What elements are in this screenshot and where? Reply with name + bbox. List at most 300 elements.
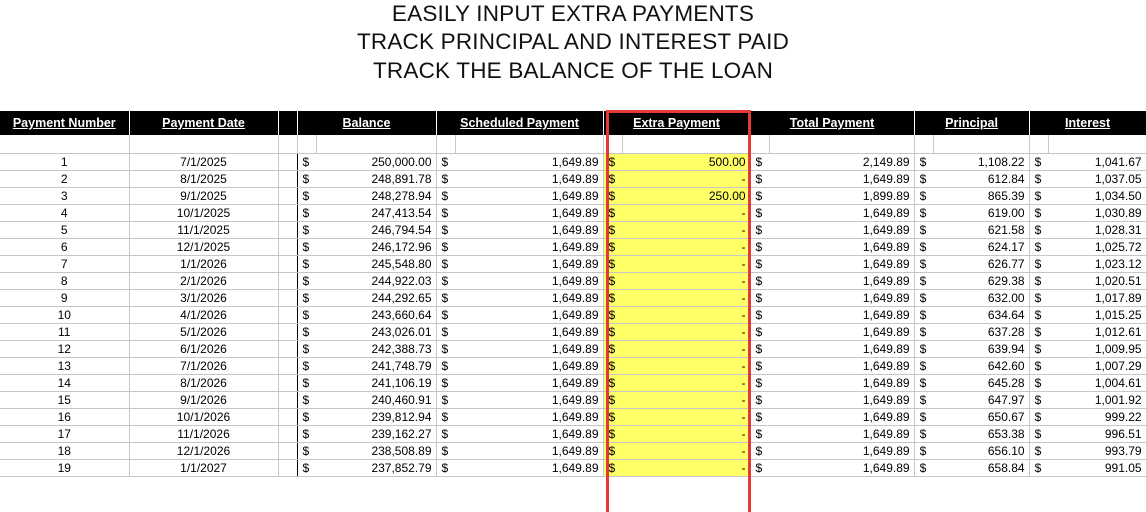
total-currency-cell[interactable]: $ (750, 238, 769, 255)
total-currency-cell[interactable]: $ (750, 187, 769, 204)
principal-currency-cell[interactable]: $ (914, 391, 933, 408)
balance-cell[interactable]: 243,660.64 (316, 306, 436, 323)
total-payment-cell[interactable]: 1,649.89 (769, 272, 914, 289)
scheduled-payment-cell[interactable]: 1,649.89 (455, 187, 603, 204)
principal-cell[interactable]: 632.00 (933, 289, 1029, 306)
total-payment-cell[interactable]: 2,149.89 (769, 153, 914, 170)
scheduled-currency-cell[interactable]: $ (436, 425, 455, 442)
principal-currency-cell[interactable]: $ (914, 255, 933, 272)
extra-payment-input[interactable]: - (622, 272, 750, 289)
gap-cell[interactable] (278, 289, 297, 306)
principal-cell[interactable]: 634.64 (933, 306, 1029, 323)
scheduled-payment-cell[interactable]: 1,649.89 (455, 323, 603, 340)
total-currency-cell[interactable]: $ (750, 459, 769, 476)
header-total-payment[interactable]: Total Payment (750, 111, 914, 135)
principal-currency-cell[interactable]: $ (914, 187, 933, 204)
principal-cell[interactable]: 642.60 (933, 357, 1029, 374)
balance-currency-cell[interactable]: $ (297, 425, 316, 442)
payment-date-cell[interactable]: 10/1/2026 (129, 408, 278, 425)
scheduled-payment-cell[interactable]: 1,649.89 (455, 306, 603, 323)
balance-currency-cell[interactable]: $ (297, 459, 316, 476)
balance-cell[interactable]: 241,106.19 (316, 374, 436, 391)
payment-date-cell[interactable]: 1/1/2027 (129, 459, 278, 476)
scheduled-currency-cell[interactable]: $ (436, 238, 455, 255)
principal-currency-cell[interactable]: $ (914, 289, 933, 306)
scheduled-payment-cell[interactable]: 1,649.89 (455, 289, 603, 306)
total-currency-cell[interactable]: $ (750, 442, 769, 459)
header-payment-number[interactable]: Payment Number (0, 111, 129, 135)
balance-cell[interactable]: 250,000.00 (316, 153, 436, 170)
interest-currency-cell[interactable]: $ (1029, 238, 1048, 255)
interest-cell[interactable]: 1,012.61 (1048, 323, 1146, 340)
principal-cell[interactable]: 626.77 (933, 255, 1029, 272)
extra-payment-input[interactable]: - (622, 459, 750, 476)
cell[interactable] (316, 135, 436, 153)
scheduled-currency-cell[interactable]: $ (436, 357, 455, 374)
payment-number-cell[interactable]: 1 (0, 153, 129, 170)
cell[interactable] (1048, 135, 1146, 153)
scheduled-currency-cell[interactable]: $ (436, 289, 455, 306)
extra-payment-input[interactable]: - (622, 289, 750, 306)
principal-currency-cell[interactable]: $ (914, 374, 933, 391)
interest-cell[interactable]: 1,004.61 (1048, 374, 1146, 391)
gap-cell[interactable] (278, 170, 297, 187)
payment-date-cell[interactable]: 12/1/2025 (129, 238, 278, 255)
balance-currency-cell[interactable]: $ (297, 221, 316, 238)
interest-cell[interactable]: 1,025.72 (1048, 238, 1146, 255)
extra-currency-cell[interactable]: $ (603, 357, 622, 374)
gap-cell[interactable] (278, 340, 297, 357)
extra-currency-cell[interactable]: $ (603, 170, 622, 187)
balance-cell[interactable]: 245,548.80 (316, 255, 436, 272)
extra-currency-cell[interactable]: $ (603, 221, 622, 238)
gap-cell[interactable] (278, 442, 297, 459)
interest-currency-cell[interactable]: $ (1029, 425, 1048, 442)
extra-currency-cell[interactable]: $ (603, 391, 622, 408)
principal-currency-cell[interactable]: $ (914, 442, 933, 459)
interest-cell[interactable]: 996.51 (1048, 425, 1146, 442)
balance-currency-cell[interactable]: $ (297, 238, 316, 255)
cell[interactable] (769, 135, 914, 153)
balance-cell[interactable]: 242,388.73 (316, 340, 436, 357)
scheduled-currency-cell[interactable]: $ (436, 187, 455, 204)
cell[interactable] (914, 135, 933, 153)
principal-cell[interactable]: 619.00 (933, 204, 1029, 221)
balance-currency-cell[interactable]: $ (297, 442, 316, 459)
payment-number-cell[interactable]: 4 (0, 204, 129, 221)
total-currency-cell[interactable]: $ (750, 170, 769, 187)
payment-date-cell[interactable]: 1/1/2026 (129, 255, 278, 272)
principal-cell[interactable]: 624.17 (933, 238, 1029, 255)
extra-currency-cell[interactable]: $ (603, 187, 622, 204)
balance-cell[interactable]: 247,413.54 (316, 204, 436, 221)
extra-currency-cell[interactable]: $ (603, 374, 622, 391)
balance-cell[interactable]: 248,891.78 (316, 170, 436, 187)
payment-date-cell[interactable]: 9/1/2025 (129, 187, 278, 204)
payment-number-cell[interactable]: 12 (0, 340, 129, 357)
total-payment-cell[interactable]: 1,649.89 (769, 255, 914, 272)
scheduled-payment-cell[interactable]: 1,649.89 (455, 238, 603, 255)
total-payment-cell[interactable]: 1,649.89 (769, 323, 914, 340)
total-currency-cell[interactable]: $ (750, 306, 769, 323)
scheduled-currency-cell[interactable]: $ (436, 340, 455, 357)
interest-currency-cell[interactable]: $ (1029, 170, 1048, 187)
principal-currency-cell[interactable]: $ (914, 170, 933, 187)
interest-cell[interactable]: 1,015.25 (1048, 306, 1146, 323)
total-payment-cell[interactable]: 1,649.89 (769, 238, 914, 255)
extra-currency-cell[interactable]: $ (603, 204, 622, 221)
total-currency-cell[interactable]: $ (750, 357, 769, 374)
total-currency-cell[interactable]: $ (750, 221, 769, 238)
total-payment-cell[interactable]: 1,649.89 (769, 204, 914, 221)
principal-cell[interactable]: 629.38 (933, 272, 1029, 289)
interest-cell[interactable]: 1,037.05 (1048, 170, 1146, 187)
payment-date-cell[interactable]: 7/1/2026 (129, 357, 278, 374)
header-extra-payment[interactable]: Extra Payment (603, 111, 750, 135)
payment-date-cell[interactable]: 7/1/2025 (129, 153, 278, 170)
scheduled-currency-cell[interactable]: $ (436, 459, 455, 476)
interest-cell[interactable]: 1,017.89 (1048, 289, 1146, 306)
interest-currency-cell[interactable]: $ (1029, 323, 1048, 340)
principal-cell[interactable]: 639.94 (933, 340, 1029, 357)
extra-payment-input[interactable]: - (622, 391, 750, 408)
payment-date-cell[interactable]: 4/1/2026 (129, 306, 278, 323)
interest-currency-cell[interactable]: $ (1029, 255, 1048, 272)
scheduled-payment-cell[interactable]: 1,649.89 (455, 221, 603, 238)
payment-date-cell[interactable]: 5/1/2026 (129, 323, 278, 340)
gap-cell[interactable] (278, 272, 297, 289)
interest-currency-cell[interactable]: $ (1029, 357, 1048, 374)
balance-currency-cell[interactable]: $ (297, 255, 316, 272)
interest-currency-cell[interactable]: $ (1029, 391, 1048, 408)
gap-cell[interactable] (278, 374, 297, 391)
principal-currency-cell[interactable]: $ (914, 323, 933, 340)
extra-payment-input[interactable]: - (622, 374, 750, 391)
balance-cell[interactable]: 243,026.01 (316, 323, 436, 340)
gap-cell[interactable] (278, 391, 297, 408)
payment-number-cell[interactable]: 17 (0, 425, 129, 442)
gap-cell[interactable] (278, 238, 297, 255)
principal-currency-cell[interactable]: $ (914, 357, 933, 374)
payment-number-cell[interactable]: 9 (0, 289, 129, 306)
cell[interactable] (129, 135, 278, 153)
scheduled-currency-cell[interactable]: $ (436, 323, 455, 340)
total-payment-cell[interactable]: 1,649.89 (769, 306, 914, 323)
balance-currency-cell[interactable]: $ (297, 391, 316, 408)
balance-currency-cell[interactable]: $ (297, 153, 316, 170)
total-payment-cell[interactable]: 1,649.89 (769, 391, 914, 408)
payment-date-cell[interactable]: 3/1/2026 (129, 289, 278, 306)
cell[interactable] (278, 135, 297, 153)
total-payment-cell[interactable]: 1,649.89 (769, 408, 914, 425)
scheduled-payment-cell[interactable]: 1,649.89 (455, 408, 603, 425)
cell[interactable] (933, 135, 1029, 153)
extra-currency-cell[interactable]: $ (603, 323, 622, 340)
principal-cell[interactable]: 612.84 (933, 170, 1029, 187)
interest-currency-cell[interactable]: $ (1029, 187, 1048, 204)
balance-currency-cell[interactable]: $ (297, 357, 316, 374)
balance-cell[interactable]: 237,852.79 (316, 459, 436, 476)
gap-cell[interactable] (278, 459, 297, 476)
extra-payment-input[interactable]: - (622, 238, 750, 255)
interest-cell[interactable]: 1,023.12 (1048, 255, 1146, 272)
total-payment-cell[interactable]: 1,899.89 (769, 187, 914, 204)
extra-payment-input[interactable]: - (622, 408, 750, 425)
interest-currency-cell[interactable]: $ (1029, 442, 1048, 459)
scheduled-payment-cell[interactable]: 1,649.89 (455, 153, 603, 170)
extra-payment-input[interactable]: - (622, 340, 750, 357)
scheduled-payment-cell[interactable]: 1,649.89 (455, 425, 603, 442)
interest-cell[interactable]: 991.05 (1048, 459, 1146, 476)
extra-payment-input[interactable]: - (622, 204, 750, 221)
balance-cell[interactable]: 239,162.27 (316, 425, 436, 442)
interest-currency-cell[interactable]: $ (1029, 289, 1048, 306)
payment-date-cell[interactable]: 6/1/2026 (129, 340, 278, 357)
cell[interactable] (297, 135, 316, 153)
extra-payment-input[interactable]: - (622, 306, 750, 323)
principal-currency-cell[interactable]: $ (914, 272, 933, 289)
principal-cell[interactable]: 650.67 (933, 408, 1029, 425)
cell[interactable] (622, 135, 750, 153)
header-scheduled-payment[interactable]: Scheduled Payment (436, 111, 603, 135)
interest-cell[interactable]: 1,009.95 (1048, 340, 1146, 357)
payment-number-cell[interactable]: 6 (0, 238, 129, 255)
scheduled-currency-cell[interactable]: $ (436, 391, 455, 408)
scheduled-payment-cell[interactable]: 1,649.89 (455, 170, 603, 187)
scheduled-currency-cell[interactable]: $ (436, 374, 455, 391)
gap-cell[interactable] (278, 187, 297, 204)
scheduled-currency-cell[interactable]: $ (436, 306, 455, 323)
scheduled-currency-cell[interactable]: $ (436, 272, 455, 289)
balance-currency-cell[interactable]: $ (297, 272, 316, 289)
total-payment-cell[interactable]: 1,649.89 (769, 425, 914, 442)
interest-cell[interactable]: 1,020.51 (1048, 272, 1146, 289)
principal-currency-cell[interactable]: $ (914, 153, 933, 170)
extra-currency-cell[interactable]: $ (603, 153, 622, 170)
balance-cell[interactable]: 246,172.96 (316, 238, 436, 255)
interest-cell[interactable]: 999.22 (1048, 408, 1146, 425)
total-payment-cell[interactable]: 1,649.89 (769, 170, 914, 187)
scheduled-payment-cell[interactable]: 1,649.89 (455, 204, 603, 221)
total-currency-cell[interactable]: $ (750, 272, 769, 289)
interest-currency-cell[interactable]: $ (1029, 272, 1048, 289)
payment-date-cell[interactable]: 12/1/2026 (129, 442, 278, 459)
gap-cell[interactable] (278, 408, 297, 425)
extra-currency-cell[interactable]: $ (603, 255, 622, 272)
total-payment-cell[interactable]: 1,649.89 (769, 289, 914, 306)
extra-payment-input[interactable]: - (622, 442, 750, 459)
balance-currency-cell[interactable]: $ (297, 323, 316, 340)
balance-cell[interactable]: 239,812.94 (316, 408, 436, 425)
principal-cell[interactable]: 658.84 (933, 459, 1029, 476)
extra-currency-cell[interactable]: $ (603, 442, 622, 459)
cell[interactable] (1029, 135, 1048, 153)
interest-currency-cell[interactable]: $ (1029, 408, 1048, 425)
balance-cell[interactable]: 244,922.03 (316, 272, 436, 289)
balance-cell[interactable]: 238,508.89 (316, 442, 436, 459)
total-currency-cell[interactable]: $ (750, 408, 769, 425)
payment-date-cell[interactable]: 8/1/2025 (129, 170, 278, 187)
extra-currency-cell[interactable]: $ (603, 238, 622, 255)
cell[interactable] (0, 135, 129, 153)
gap-cell[interactable] (278, 221, 297, 238)
balance-currency-cell[interactable]: $ (297, 374, 316, 391)
extra-currency-cell[interactable]: $ (603, 459, 622, 476)
scheduled-currency-cell[interactable]: $ (436, 153, 455, 170)
interest-cell[interactable]: 1,041.67 (1048, 153, 1146, 170)
scheduled-payment-cell[interactable]: 1,649.89 (455, 272, 603, 289)
payment-number-cell[interactable]: 15 (0, 391, 129, 408)
balance-cell[interactable]: 246,794.54 (316, 221, 436, 238)
payment-number-cell[interactable]: 10 (0, 306, 129, 323)
total-payment-cell[interactable]: 1,649.89 (769, 374, 914, 391)
gap-cell[interactable] (278, 255, 297, 272)
extra-currency-cell[interactable]: $ (603, 306, 622, 323)
interest-cell[interactable]: 1,028.31 (1048, 221, 1146, 238)
total-currency-cell[interactable]: $ (750, 425, 769, 442)
header-balance[interactable]: Balance (297, 111, 436, 135)
scheduled-currency-cell[interactable]: $ (436, 221, 455, 238)
interest-cell[interactable]: 1,001.92 (1048, 391, 1146, 408)
scheduled-payment-cell[interactable]: 1,649.89 (455, 442, 603, 459)
balance-cell[interactable]: 240,460.91 (316, 391, 436, 408)
total-payment-cell[interactable]: 1,649.89 (769, 340, 914, 357)
balance-currency-cell[interactable]: $ (297, 187, 316, 204)
scheduled-currency-cell[interactable]: $ (436, 255, 455, 272)
header-interest[interactable]: Interest (1029, 111, 1146, 135)
extra-payment-input[interactable]: - (622, 425, 750, 442)
extra-currency-cell[interactable]: $ (603, 289, 622, 306)
payment-date-cell[interactable]: 11/1/2025 (129, 221, 278, 238)
interest-currency-cell[interactable]: $ (1029, 340, 1048, 357)
total-currency-cell[interactable]: $ (750, 374, 769, 391)
total-currency-cell[interactable]: $ (750, 255, 769, 272)
extra-payment-input[interactable]: - (622, 357, 750, 374)
balance-cell[interactable]: 248,278.94 (316, 187, 436, 204)
principal-currency-cell[interactable]: $ (914, 408, 933, 425)
gap-cell[interactable] (278, 153, 297, 170)
principal-currency-cell[interactable]: $ (914, 425, 933, 442)
principal-currency-cell[interactable]: $ (914, 459, 933, 476)
scheduled-currency-cell[interactable]: $ (436, 170, 455, 187)
payment-number-cell[interactable]: 7 (0, 255, 129, 272)
balance-currency-cell[interactable]: $ (297, 340, 316, 357)
balance-cell[interactable]: 241,748.79 (316, 357, 436, 374)
principal-cell[interactable]: 645.28 (933, 374, 1029, 391)
payment-number-cell[interactable]: 19 (0, 459, 129, 476)
principal-cell[interactable]: 637.28 (933, 323, 1029, 340)
payment-number-cell[interactable]: 14 (0, 374, 129, 391)
total-currency-cell[interactable]: $ (750, 391, 769, 408)
total-payment-cell[interactable]: 1,649.89 (769, 221, 914, 238)
principal-cell[interactable]: 653.38 (933, 425, 1029, 442)
interest-currency-cell[interactable]: $ (1029, 204, 1048, 221)
principal-currency-cell[interactable]: $ (914, 238, 933, 255)
extra-payment-input[interactable]: 500.00 (622, 153, 750, 170)
extra-payment-input[interactable]: 250.00 (622, 187, 750, 204)
extra-currency-cell[interactable]: $ (603, 408, 622, 425)
payment-number-cell[interactable]: 13 (0, 357, 129, 374)
balance-currency-cell[interactable]: $ (297, 306, 316, 323)
scheduled-payment-cell[interactable]: 1,649.89 (455, 357, 603, 374)
total-currency-cell[interactable]: $ (750, 323, 769, 340)
total-payment-cell[interactable]: 1,649.89 (769, 357, 914, 374)
extra-payment-input[interactable]: - (622, 255, 750, 272)
payment-date-cell[interactable]: 11/1/2026 (129, 425, 278, 442)
payment-date-cell[interactable]: 9/1/2026 (129, 391, 278, 408)
payment-number-cell[interactable]: 2 (0, 170, 129, 187)
total-currency-cell[interactable]: $ (750, 289, 769, 306)
extra-currency-cell[interactable]: $ (603, 272, 622, 289)
principal-cell[interactable]: 1,108.22 (933, 153, 1029, 170)
principal-cell[interactable]: 656.10 (933, 442, 1029, 459)
payment-date-cell[interactable]: 10/1/2025 (129, 204, 278, 221)
scheduled-payment-cell[interactable]: 1,649.89 (455, 459, 603, 476)
total-currency-cell[interactable]: $ (750, 204, 769, 221)
gap-cell[interactable] (278, 323, 297, 340)
balance-currency-cell[interactable]: $ (297, 408, 316, 425)
principal-currency-cell[interactable]: $ (914, 221, 933, 238)
cell[interactable] (455, 135, 603, 153)
extra-payment-input[interactable]: - (622, 323, 750, 340)
scheduled-currency-cell[interactable]: $ (436, 408, 455, 425)
payment-number-cell[interactable]: 11 (0, 323, 129, 340)
payment-number-cell[interactable]: 5 (0, 221, 129, 238)
total-payment-cell[interactable]: 1,649.89 (769, 459, 914, 476)
scheduled-currency-cell[interactable]: $ (436, 442, 455, 459)
principal-currency-cell[interactable]: $ (914, 204, 933, 221)
total-currency-cell[interactable]: $ (750, 340, 769, 357)
payment-date-cell[interactable]: 8/1/2026 (129, 374, 278, 391)
balance-currency-cell[interactable]: $ (297, 204, 316, 221)
interest-cell[interactable]: 993.79 (1048, 442, 1146, 459)
gap-cell[interactable] (278, 204, 297, 221)
extra-currency-cell[interactable]: $ (603, 425, 622, 442)
total-payment-cell[interactable]: 1,649.89 (769, 442, 914, 459)
payment-number-cell[interactable]: 16 (0, 408, 129, 425)
principal-currency-cell[interactable]: $ (914, 306, 933, 323)
interest-currency-cell[interactable]: $ (1029, 221, 1048, 238)
scheduled-payment-cell[interactable]: 1,649.89 (455, 255, 603, 272)
principal-cell[interactable]: 865.39 (933, 187, 1029, 204)
scheduled-payment-cell[interactable]: 1,649.89 (455, 374, 603, 391)
header-payment-date[interactable]: Payment Date (129, 111, 278, 135)
scheduled-payment-cell[interactable]: 1,649.89 (455, 340, 603, 357)
gap-cell[interactable] (278, 425, 297, 442)
interest-currency-cell[interactable]: $ (1029, 459, 1048, 476)
principal-cell[interactable]: 647.97 (933, 391, 1029, 408)
header-principal[interactable]: Principal (914, 111, 1029, 135)
scheduled-payment-cell[interactable]: 1,649.89 (455, 391, 603, 408)
payment-number-cell[interactable]: 8 (0, 272, 129, 289)
extra-payment-input[interactable]: - (622, 170, 750, 187)
interest-currency-cell[interactable]: $ (1029, 374, 1048, 391)
total-currency-cell[interactable]: $ (750, 153, 769, 170)
principal-currency-cell[interactable]: $ (914, 340, 933, 357)
balance-cell[interactable]: 244,292.65 (316, 289, 436, 306)
extra-currency-cell[interactable]: $ (603, 340, 622, 357)
interest-currency-cell[interactable]: $ (1029, 306, 1048, 323)
interest-cell[interactable]: 1,034.50 (1048, 187, 1146, 204)
balance-currency-cell[interactable]: $ (297, 170, 316, 187)
principal-cell[interactable]: 621.58 (933, 221, 1029, 238)
cell[interactable] (603, 135, 622, 153)
scheduled-currency-cell[interactable]: $ (436, 204, 455, 221)
gap-cell[interactable] (278, 306, 297, 323)
interest-cell[interactable]: 1,030.89 (1048, 204, 1146, 221)
extra-payment-input[interactable]: - (622, 221, 750, 238)
payment-number-cell[interactable]: 18 (0, 442, 129, 459)
